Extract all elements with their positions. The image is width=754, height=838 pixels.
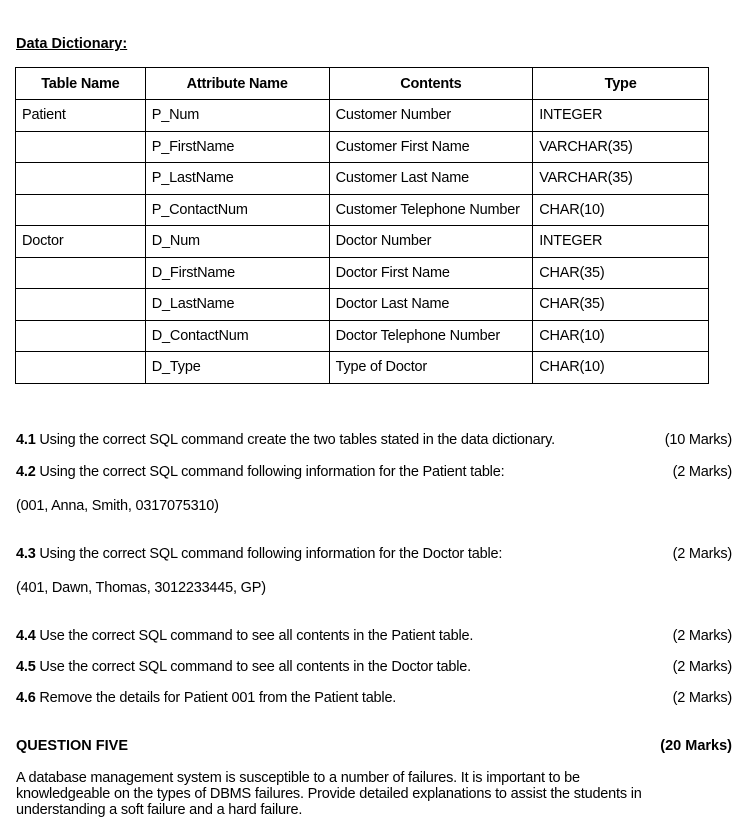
- question-text: Using the correct SQL command following information for the Patient table:: [35, 464, 505, 480]
- cell-attribute: D_Num: [145, 226, 329, 258]
- question-number: 4.6: [16, 690, 36, 706]
- cell-table-name: [16, 131, 146, 163]
- header-table-name: Table Name: [16, 68, 146, 100]
- question-4-6: [16, 690, 732, 706]
- cell-contents: Doctor Telephone Number: [329, 320, 533, 352]
- cell-contents: Customer Last Name: [329, 163, 533, 195]
- question-five-marks: (20 Marks): [660, 738, 732, 754]
- question-marks: (2 Marks): [672, 690, 732, 706]
- table-row: [16, 163, 709, 195]
- cell-attribute: D_LastName: [145, 289, 329, 321]
- cell-type: VARCHAR(35): [533, 131, 709, 163]
- cell-contents: Doctor Last Name: [329, 289, 533, 321]
- cell-attribute: P_Num: [145, 100, 329, 132]
- question-number: 4.4: [16, 628, 36, 644]
- table-row: [16, 352, 709, 384]
- table-row: [16, 100, 709, 132]
- question-number: 4.3: [16, 546, 36, 562]
- cell-contents: Customer Telephone Number: [329, 194, 533, 226]
- question-number: 4.5: [16, 659, 36, 675]
- table-row: [16, 257, 709, 289]
- cell-type: CHAR(10): [533, 194, 709, 226]
- question-4-1: [16, 432, 732, 448]
- header-contents: Contents: [329, 68, 533, 100]
- cell-contents: Type of Doctor: [329, 352, 533, 384]
- cell-table-name: [16, 320, 146, 352]
- question-4-2: [16, 464, 732, 480]
- question-marks: (2 Marks): [672, 464, 732, 480]
- cell-attribute: P_LastName: [145, 163, 329, 195]
- cell-attribute: P_ContactNum: [145, 194, 329, 226]
- cell-table-name: [16, 352, 146, 384]
- cell-type: CHAR(10): [533, 352, 709, 384]
- cell-table-name: [16, 289, 146, 321]
- question-marks: (2 Marks): [672, 659, 732, 675]
- question-text: Use the correct SQL command to see all contents in the Patient table.: [35, 628, 474, 644]
- header-type: Type: [533, 68, 709, 100]
- question-text: Remove the details for Patient 001 from the Patient table.: [35, 690, 397, 706]
- table-row: [16, 226, 709, 258]
- cell-attribute: D_FirstName: [145, 257, 329, 289]
- cell-attribute: D_Type: [145, 352, 329, 384]
- question-text: Using the correct SQL command following information for the Doctor table:: [35, 546, 503, 562]
- question-4-3: [16, 546, 732, 562]
- table-row: [16, 320, 709, 352]
- question-number: 4.1: [16, 432, 36, 448]
- cell-table-name: Doctor: [16, 226, 146, 258]
- question-4-4: [16, 628, 732, 644]
- cell-type: VARCHAR(35): [533, 163, 709, 195]
- question-number: 4.2: [16, 464, 36, 480]
- question-marks: (2 Marks): [672, 546, 732, 562]
- cell-contents: Customer Number: [329, 100, 533, 132]
- table-header-row: [16, 68, 709, 100]
- question-4-5: [16, 659, 732, 675]
- question-4-2-values: (001, Anna, Smith, 0317075310): [16, 498, 219, 514]
- question-five-paragraph: A database management system is susceptible to a number of failures. It is important to be knowledgeable on the types of DBMS failures. Provide detailed explanations to assist the students in understanding a soft failure and a hard failure.: [16, 770, 642, 818]
- cell-attribute: P_FirstName: [145, 131, 329, 163]
- question-text: Use the correct SQL command to see all contents in the Doctor table.: [35, 659, 471, 675]
- table-row: [16, 131, 709, 163]
- table-row: [16, 289, 709, 321]
- question-marks: (10 Marks): [664, 432, 732, 448]
- header-attribute-name: Attribute Name: [145, 68, 329, 100]
- cell-table-name: [16, 163, 146, 195]
- cell-type: CHAR(35): [533, 289, 709, 321]
- cell-type: INTEGER: [533, 226, 709, 258]
- cell-table-name: [16, 194, 146, 226]
- question-text: Using the correct SQL command create the two tables stated in the data dictionary.: [35, 432, 555, 448]
- data-dictionary-heading: Data Dictionary:: [16, 36, 128, 52]
- question-4-3-values: (401, Dawn, Thomas, 3012233445, GP): [16, 580, 266, 596]
- cell-table-name: Patient: [16, 100, 146, 132]
- cell-type: INTEGER: [533, 100, 709, 132]
- question-five-heading: [16, 738, 732, 754]
- table-row: [16, 194, 709, 226]
- cell-contents: Doctor First Name: [329, 257, 533, 289]
- cell-table-name: [16, 257, 146, 289]
- cell-type: CHAR(10): [533, 320, 709, 352]
- cell-type: CHAR(35): [533, 257, 709, 289]
- data-dictionary-table: [15, 67, 709, 384]
- cell-contents: Doctor Number: [329, 226, 533, 258]
- cell-attribute: D_ContactNum: [145, 320, 329, 352]
- question-marks: (2 Marks): [672, 628, 732, 644]
- cell-contents: Customer First Name: [329, 131, 533, 163]
- question-five-title: QUESTION FIVE: [16, 738, 128, 754]
